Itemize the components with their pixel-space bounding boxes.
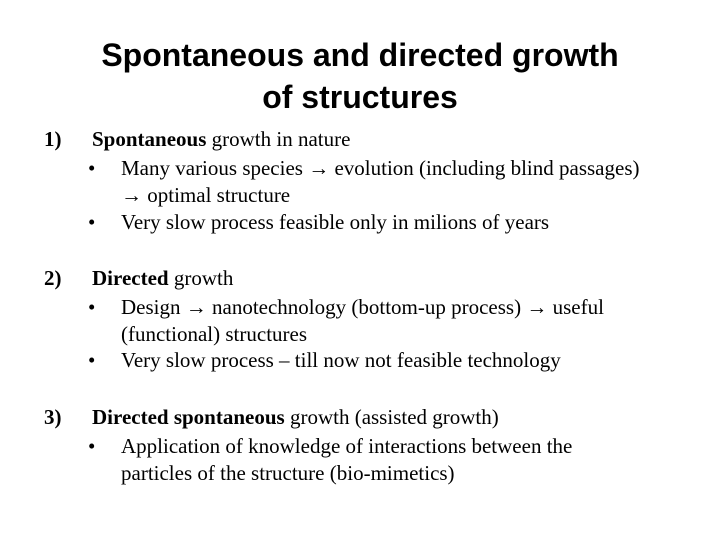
bullet-marker: •: [88, 348, 96, 372]
bullet-marker: •: [88, 295, 96, 319]
heading-bold: Spontaneous: [92, 127, 207, 151]
bullet-text: [121, 294, 719, 348]
section-number: 1): [44, 127, 62, 151]
bullet-marker: •: [88, 434, 96, 458]
heading-rest: growth (assisted growth): [284, 405, 499, 429]
slide-title: [0, 34, 720, 118]
bullet-text: [121, 433, 719, 487]
bullet-line: (functional) structures: [121, 322, 308, 346]
bullet-text: [121, 155, 719, 209]
bullet-marker: •: [88, 210, 96, 234]
section-number: 3): [44, 405, 62, 429]
heading-bold: Directed spontaneous: [92, 405, 285, 429]
bullet-line: Many various species → evolution (including blind passages): [121, 156, 640, 180]
section-heading: [92, 126, 350, 153]
bullet-text: [121, 209, 719, 236]
bullet-line: particles of the structure (bio-mimetics): [121, 461, 455, 485]
bullet-line: Very slow process feasible only in milions of years: [121, 210, 550, 234]
bullet-marker: •: [88, 156, 96, 180]
section-number: 2): [44, 266, 62, 290]
section-heading: [92, 404, 499, 431]
section-heading: [92, 265, 233, 292]
title-line-2: of structures: [262, 79, 458, 115]
bullet-text: [121, 347, 719, 374]
heading-bold: Directed: [92, 266, 169, 290]
heading-rest: growth: [168, 266, 234, 290]
bullet-line: → optimal structure: [121, 183, 291, 207]
heading-rest: growth in nature: [206, 127, 351, 151]
title-line-1: Spontaneous and directed growth: [101, 37, 619, 73]
bullet-line: Very slow process – till now not feasible technology: [121, 348, 561, 372]
bullet-line: Application of knowledge of interactions between the: [121, 434, 573, 458]
bullet-line: Design → nanotechnology (bottom-up process) → useful: [121, 295, 604, 319]
